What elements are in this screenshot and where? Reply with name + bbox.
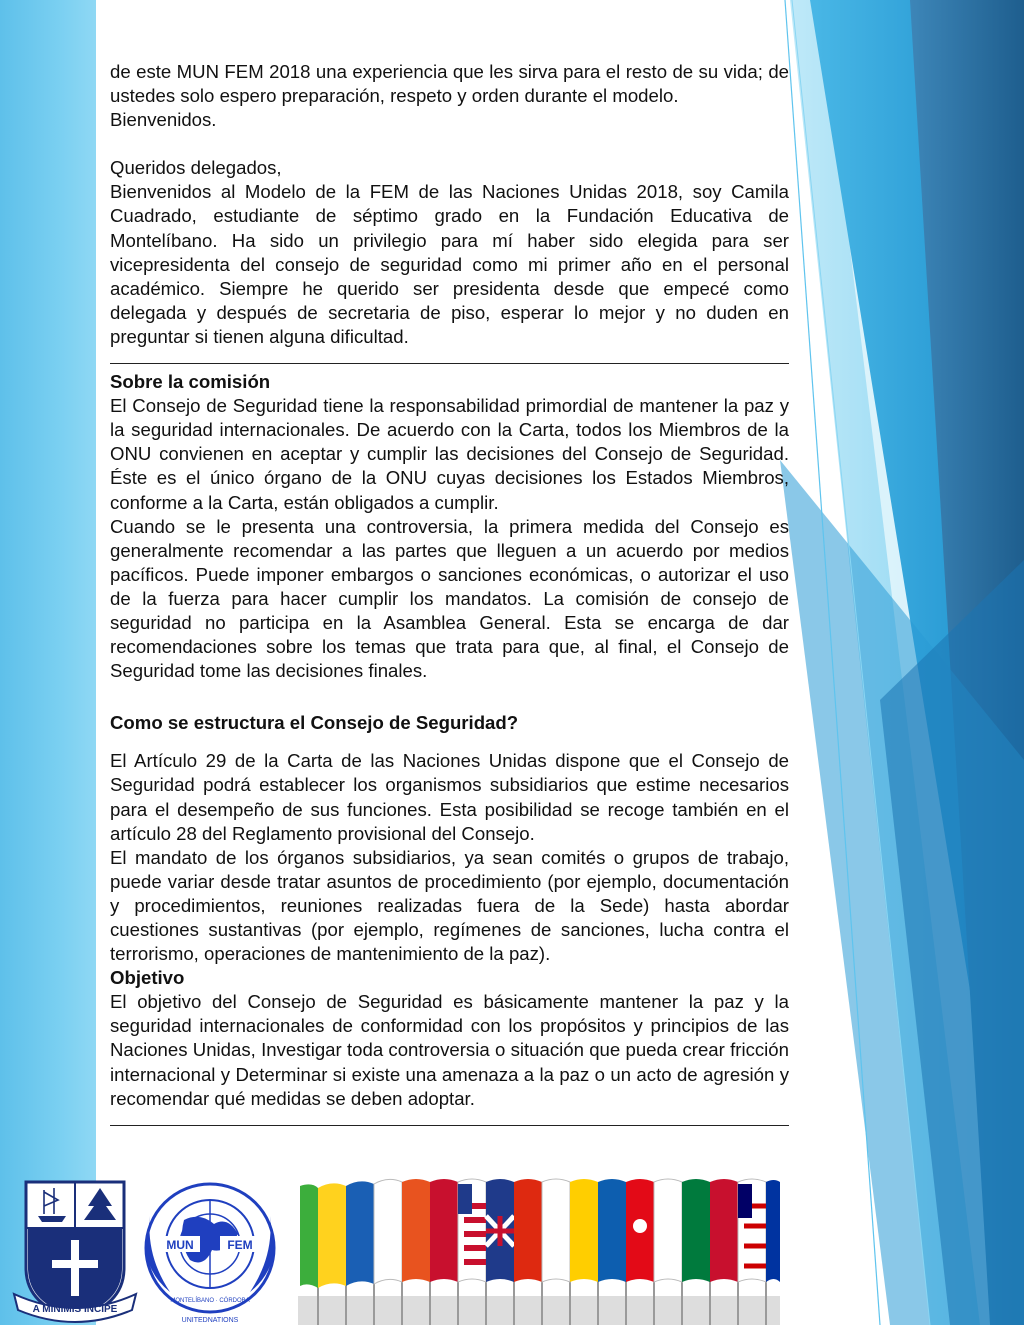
footer-logos-graphic — [0, 1176, 780, 1325]
about-paragraph-1: El Consejo de Seguridad tiene la responsabilidad primordial de mantener la paz y la seguridad internacionales. De acuerdo con la Carta, todos los Miembros de la ONU convienen en aceptar y cumplir las decisiones del Consejo de Seguridad. Éste es el único órgano de la ONU cuyas decisiones los Estados Miembros, conforme a la Carta, están obligados a cumplir. — [110, 395, 789, 513]
objective-heading: Objetivo — [110, 967, 185, 989]
divider-line — [110, 349, 789, 364]
mun-fem-logo — [146, 1184, 274, 1324]
structure-paragraph-1: El Artículo 29 de la Carta de las Naciones Unidas dispone que el Consejo de Seguridad podrá establecer los organismos subsidiarios que estime necesarios para el desempeño de sus funciones. Esta posibilidad se recoge también en el artículo 28 del Reglamento provisional del Consejo. — [110, 750, 789, 844]
objective-paragraph: El objetivo del Consejo de Seguridad es básicamente mantener la paz y la seguridad internacionales de conformidad con los propósitos y principios de las Naciones Unidas, Investigar toda controversia o situación que pueda crear fricción internacional y Determinar si existe una amenaza a la paz o un acto de agresión y recomendar qué medidas se deben adoptar. — [110, 991, 789, 1109]
structure-heading: Como se estructura el Consejo de Seguridad? — [110, 712, 519, 734]
left-decorative-bar — [0, 0, 96, 1325]
mun-ring-text: MONTELÍBANO · CÓRDOBA — [170, 1298, 250, 1304]
world-flags-image — [298, 1179, 780, 1325]
intro-paragraph: de este MUN FEM 2018 una experiencia que les sirva para el resto de su vida; de ustedes solo espero preparación, respeto y orden durante el modelo. — [110, 61, 789, 107]
letter-greeting: Queridos delegados, — [110, 157, 282, 179]
letter-body: Bienvenidos al Modelo de la FEM de las Naciones Unidas 2018, soy Camila Cuadrado, estudiante de séptimo grado en la Fundación Educativa de Montelíbano. Ha sido un privilegio para mí haber sido elegida para ser vicepresidenta del consejo de seguridad como mi primer año en el personal académico. Siempre he querido ser presidenta desde que empecé como delegada y después de secretaria de piso, esperar lo mejor y no duden en preguntar si tienen alguna dificultad. — [110, 181, 789, 347]
structure-paragraph-2: El mandato de los órganos subsidiarios, ya sean comités o grupos de trabajo, puede variar desde tratar asuntos de procedimiento (por ejemplo, documentación y procedimientos, reuniones realizadas fuera de la Sede) hasta abordar cuestiones sustantivas (por ejemplo, regímenes de sanciones, lucha contra el terrorismo, operaciones de mantenimiento de la paz). — [110, 846, 789, 965]
school-motto: A MINIMIS INCIPE — [32, 1304, 118, 1315]
document-body — [110, 60, 789, 1132]
footer-logos — [0, 1176, 780, 1325]
right-decorative-triangles — [780, 0, 1024, 1325]
mun-bottom-label: UNITEDNATIONS — [181, 1317, 239, 1324]
welcome-line: Bienvenidos. — [110, 109, 217, 131]
about-heading: Sobre la comisión — [110, 371, 271, 393]
divider-line-bottom — [110, 1111, 789, 1126]
mun-left-label: MUN — [166, 1238, 194, 1252]
mun-right-label: FEM — [227, 1238, 253, 1252]
school-crest-logo — [14, 1182, 136, 1322]
about-paragraph-2: Cuando se le presenta una controversia, la primera medida del Consejo es generalmente recomendar a las partes que lleguen a un acuerdo por medios pacíficos. Puede imponer embargos o sanciones económicas, o autorizar el uso de la fuerza para hacer cumplir los mandatos. La comisión de consejo de seguridad no participa en la Asamblea General. Esta se encarga de dar recomendaciones sobre los temas que trata para que, al final, el Consejo de Seguridad tome las decisiones finales. — [110, 515, 789, 682]
